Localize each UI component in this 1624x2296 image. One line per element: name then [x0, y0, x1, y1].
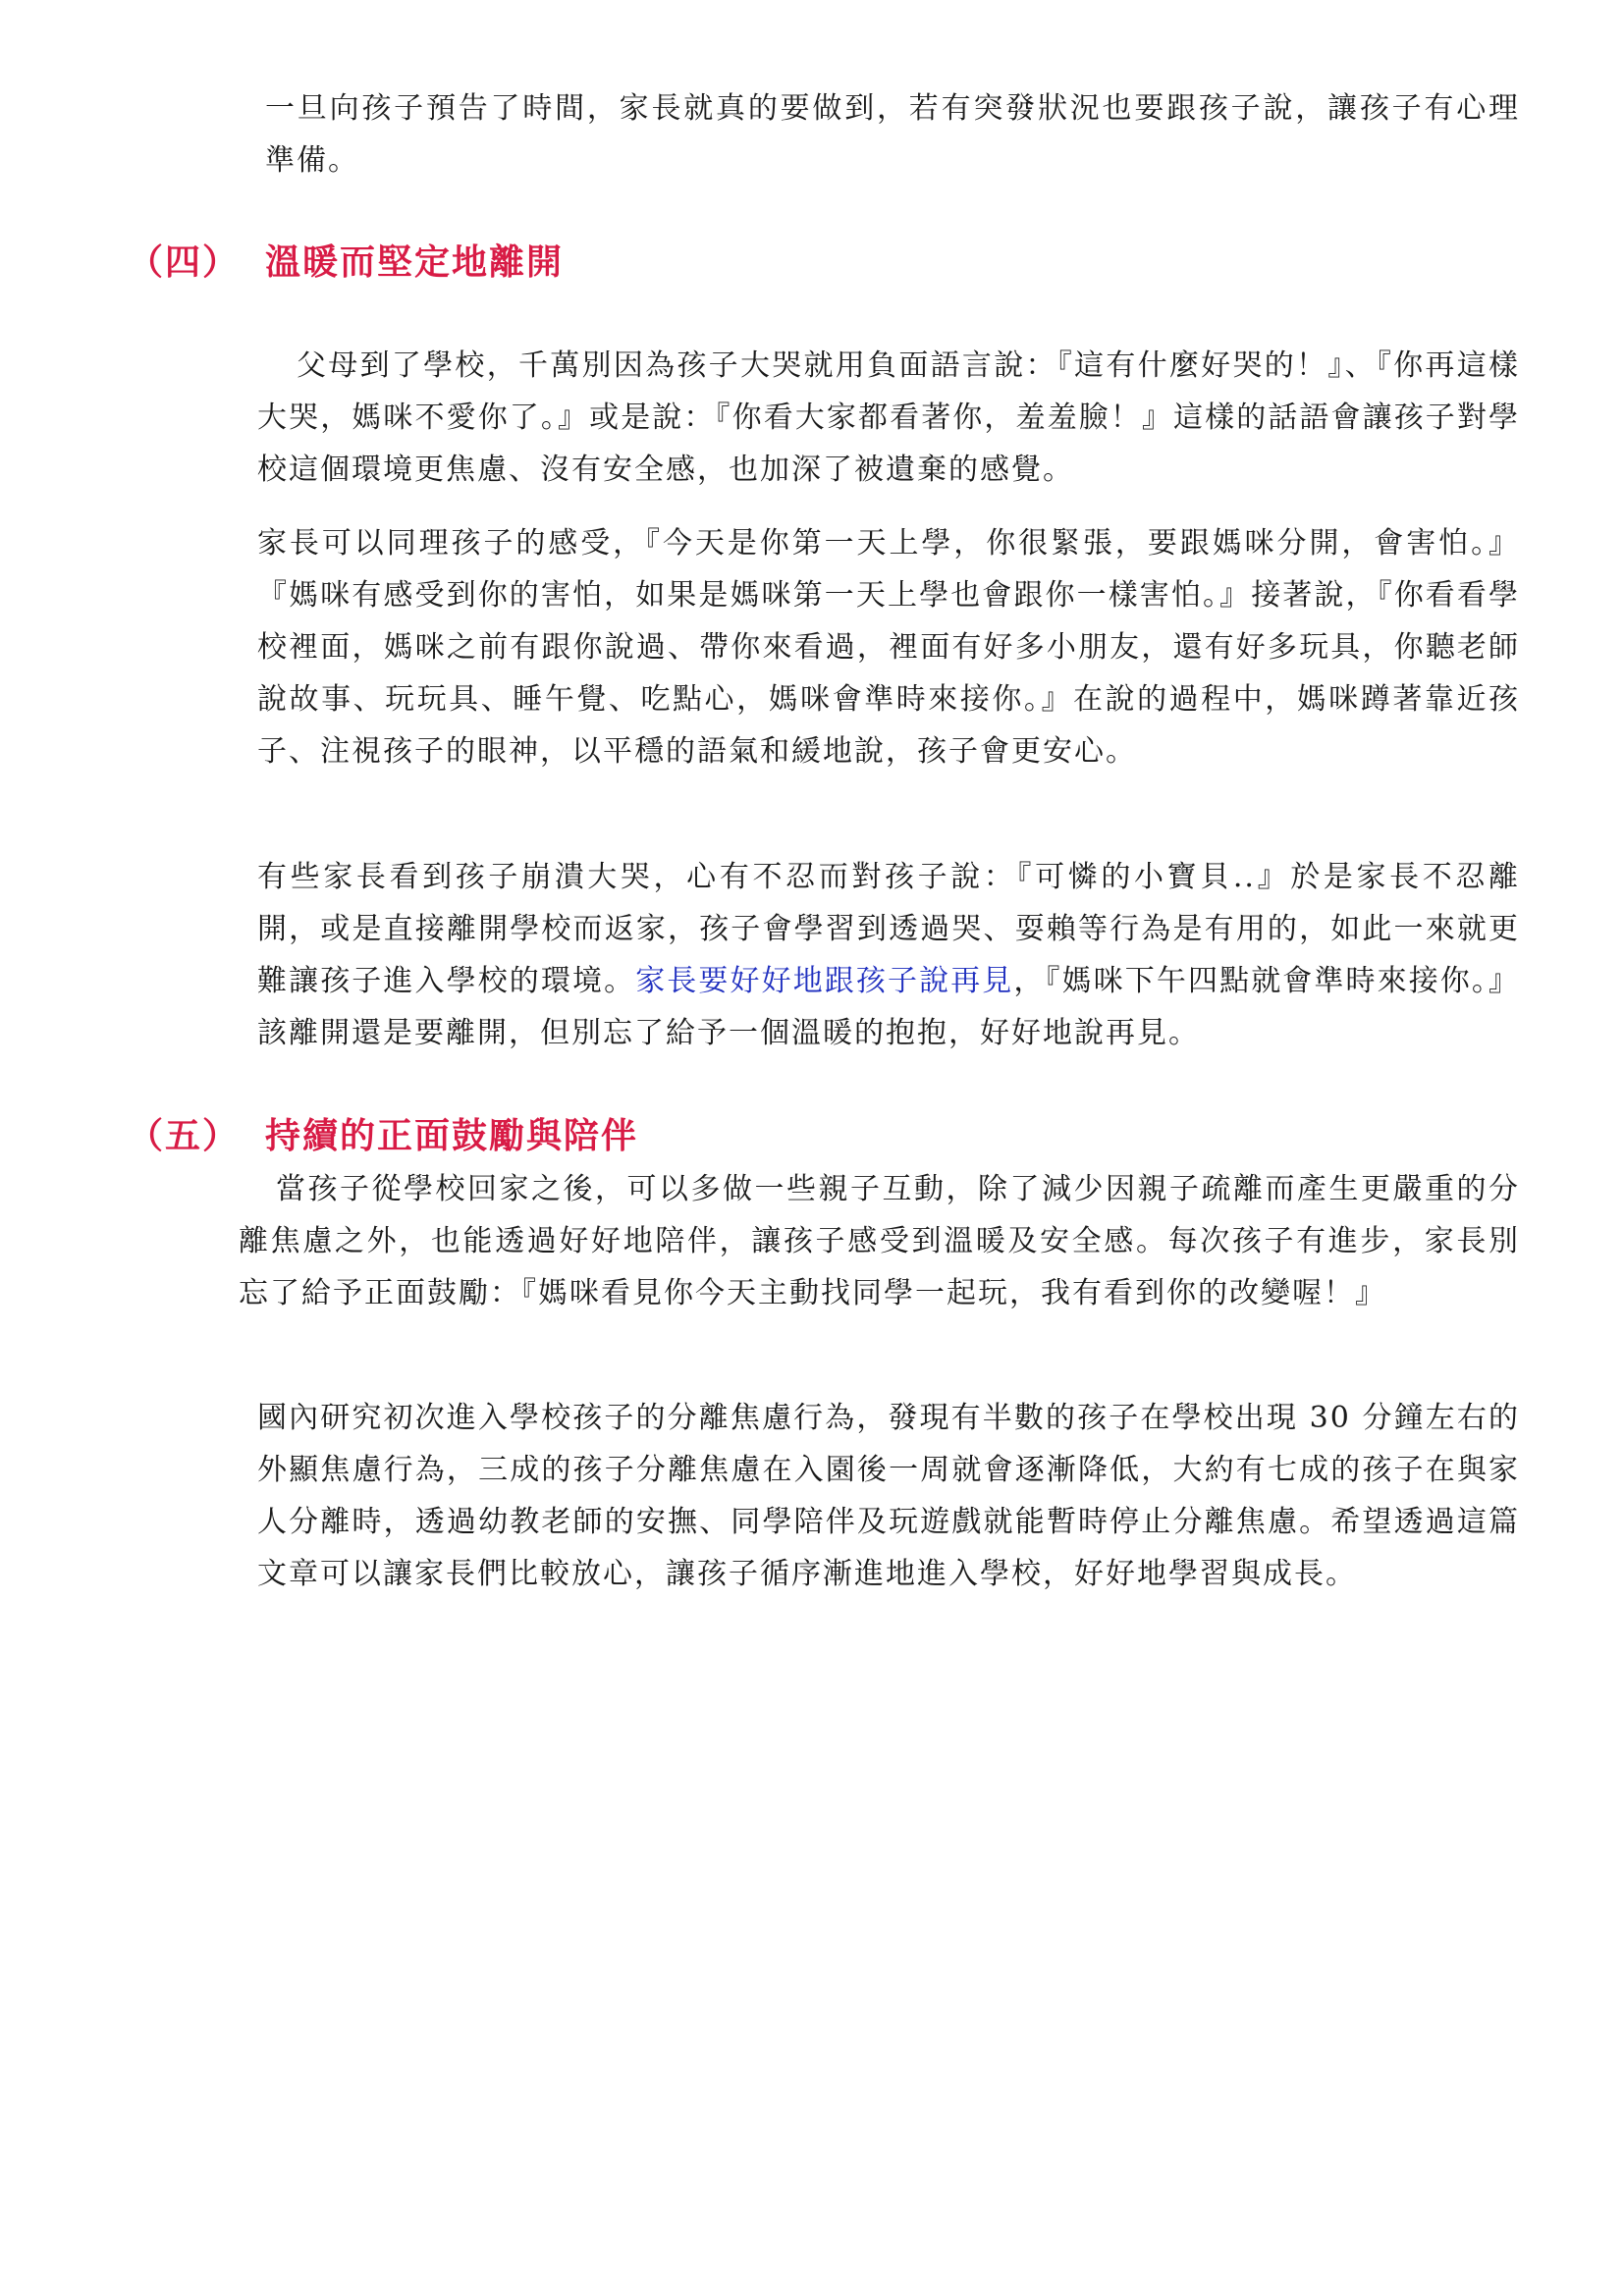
section-4-number: （四）	[128, 241, 241, 283]
section-4-paragraph-3-text-a: 有些家長看到孩子崩潰大哭，心有不忍而對孩子說：『可憐的小寶貝..』於是家長不忍離開，或是直接離開學校而返家，孩子會學習到透過哭、耍賴等行為是有用的，如此一來就更難讓孩子進入學校的環境。	[257, 860, 1520, 998]
section-4-paragraph-3-text-b: ，『媽咪下午四點就會準時來接你。』該離開還是要離開，但別忘了給予一個溫暖的抱抱，好好地說再見。	[257, 964, 1521, 1050]
section-5-title: 持續的正面鼓勵與陪伴	[265, 1115, 639, 1156]
intro-paragraph: 一旦向孩子預告了時間，家長就真的要做到，若有突發狀況也要跟孩子說，讓孩子有心理準備。	[265, 91, 1520, 178]
section-4-title: 溫暖而堅定地離開	[265, 241, 565, 283]
section-5-heading	[128, 1112, 638, 1159]
section-4-heading	[128, 239, 564, 286]
section-5-paragraph-1: 當孩子從學校回家之後，可以多做一些親子互動，除了減少因親子疏離而產生更嚴重的分離焦慮之外，也能透過好好地陪伴，讓孩子感受到溫暖及安全感。每次孩子有進步，家長別忘了給予正面鼓勵：『媽咪看見你今天主動找同學一起玩，我有看到你的改變喔！』	[239, 1172, 1520, 1310]
section-4-paragraph-2: 家長可以同理孩子的感受，『今天是你第一天上學，你很緊張，要跟媽咪分開，會害怕。』『媽咪有感受到你的害怕，如果是媽咪第一天上學也會跟你一樣害怕。』接著說，『你看看學校裡面，媽咪之前有跟你說過、帶你來看過，裡面有好多小朋友，還有好多玩具，你聽老師說故事、玩玩具、睡午覺、吃點心，媽咪會準時來接你。』在說的過程中，媽咪蹲著靠近孩子、注視孩子的眼神，以平穩的語氣和緩地說，孩子會更安心。	[257, 526, 1520, 769]
section-5-paragraph-2: 國內研究初次進入學校孩子的分離焦慮行為，發現有半數的孩子在學校出現 30 分鐘左右的外顯焦慮行為，三成的孩子分離焦慮在入園後一周就會逐漸降低，大約有七成的孩子在與家人分離時，透過幼教老師的安撫、同學陪伴及玩遊戲就能暫時停止分離焦慮。希望透過這篇文章可以讓家長們比較放心，讓孩子循序漸進地進入學校，好好地學習與成長。	[257, 1401, 1520, 1591]
section-4-paragraph-1: 父母到了學校，千萬別因為孩子大哭就用負面語言說：『這有什麼好哭的！』、『你再這樣大哭，媽咪不愛你了。』或是說：『你看大家都看著你，羞羞臉！』這樣的話語會讓孩子對學校這個環境更焦慮、沒有安全感，也加深了被遺棄的感覺。	[257, 348, 1520, 487]
section-4-paragraph-3	[257, 851, 1520, 1059]
say-goodbye-link[interactable]: 家長要好好地跟孩子說再見	[635, 964, 1014, 998]
section-5-number: （五）	[128, 1115, 241, 1156]
